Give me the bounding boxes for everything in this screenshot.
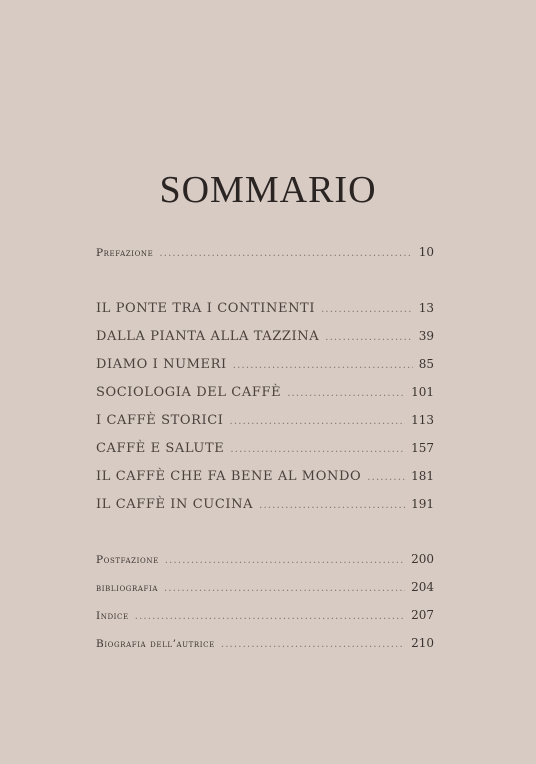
toc-entry-page: 10 [418, 245, 434, 259]
toc-entry-page: 204 [411, 580, 434, 594]
toc-entry [96, 434, 434, 462]
toc-entry-page: 207 [411, 608, 434, 622]
toc-entry-page: 113 [411, 413, 434, 427]
toc-entry-label: I CAFFÈ STORICI [96, 413, 224, 428]
toc-entry-page: 85 [418, 357, 434, 371]
toc-entry-page: 191 [411, 497, 434, 511]
toc-entry-page: 39 [418, 329, 434, 343]
toc-entry-label: IL CAFFÈ CHE FA BENE AL MONDO [96, 469, 362, 484]
dot-leader [321, 296, 413, 324]
page-title: SOMMARIO [159, 169, 377, 211]
toc-entry-label: Postfazione [96, 554, 159, 566]
toc-entry [96, 601, 434, 629]
toc-entry [96, 629, 434, 657]
toc-entry-label: IL CAFFÈ IN CUCINA [96, 497, 254, 512]
toc-entry-page: 200 [411, 552, 434, 566]
dot-leader [233, 352, 413, 380]
dot-leader [221, 631, 405, 659]
toc-entry [96, 238, 434, 266]
dot-leader [325, 324, 413, 352]
toc-entry-label: SOCIOLOGIA DEL CAFFÈ [96, 385, 282, 400]
dot-leader [367, 464, 405, 492]
dot-leader [259, 492, 405, 520]
toc-entry-label: Indice [96, 610, 129, 622]
toc-entry-label: Prefazione [96, 247, 154, 259]
toc-entry-label: IL PONTE TRA I CONTINENTI [96, 301, 316, 316]
toc-entry-page: 157 [411, 441, 434, 455]
chapter-list [96, 294, 434, 518]
back-matter-list [96, 545, 434, 657]
toc-entry [96, 322, 434, 350]
toc-entry [96, 490, 434, 518]
toc-entry [96, 406, 434, 434]
toc-entry [96, 462, 434, 490]
toc-entry-page: 13 [418, 301, 434, 315]
toc-entry [96, 573, 434, 601]
toc-entry [96, 294, 434, 322]
front-matter-list [96, 238, 434, 266]
toc-entry-label: bibliografia [96, 582, 159, 594]
dot-leader [135, 603, 405, 631]
toc-entry [96, 545, 434, 573]
toc-entry-page: 181 [411, 469, 434, 483]
dot-leader [164, 575, 405, 603]
toc-entry-label: DALLA PIANTA ALLA TAZZINA [96, 329, 320, 344]
toc-entry-label: Biografia dell’autrice [96, 638, 215, 650]
toc-entry-page: 101 [411, 385, 434, 399]
dot-leader [287, 380, 405, 408]
toc-entry-page: 210 [411, 636, 434, 650]
toc-entry-label: CAFFÈ E SALUTE [96, 441, 225, 456]
dot-leader [230, 408, 406, 436]
dot-leader [165, 547, 405, 575]
toc-entry-label: DIAMO I NUMERI [96, 357, 227, 372]
dot-leader [159, 240, 412, 268]
toc-entry [96, 378, 434, 406]
toc-entry [96, 350, 434, 378]
dot-leader [230, 436, 405, 464]
